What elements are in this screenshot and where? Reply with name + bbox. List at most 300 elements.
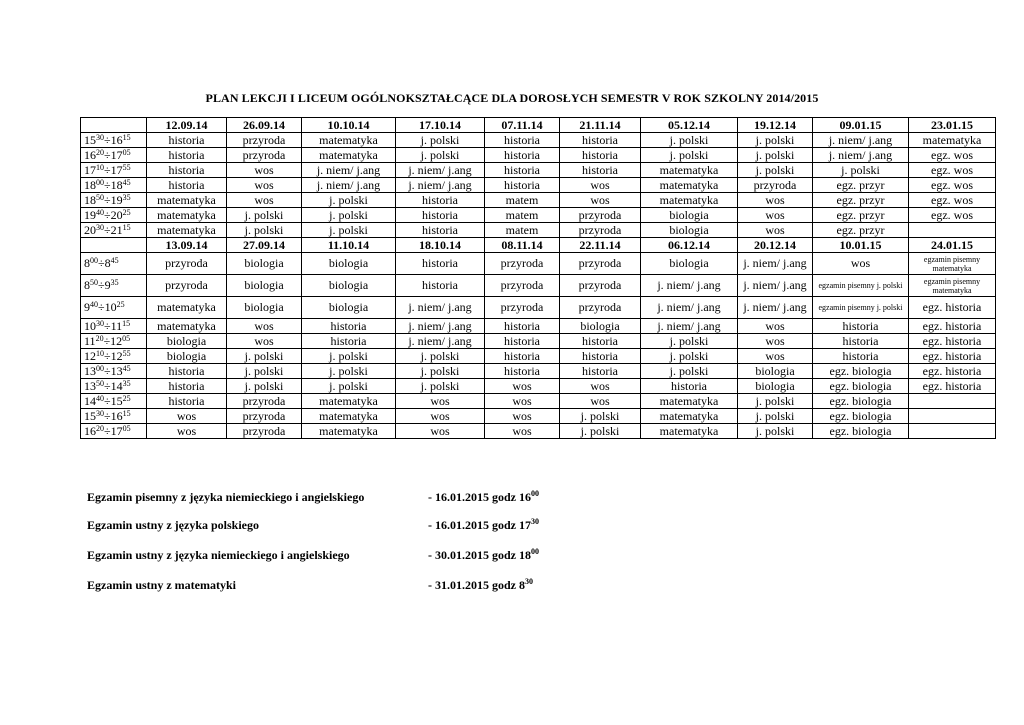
subject-cell: przyroda [227, 148, 302, 163]
time-slot [81, 364, 147, 379]
time-hour: 13 [110, 363, 123, 378]
time-separator: ÷ [104, 348, 111, 363]
subject-cell: historia [560, 349, 641, 364]
time-separator: ÷ [104, 222, 111, 237]
date-header: 19.12.14 [738, 118, 813, 133]
time-minutes: 05 [122, 333, 131, 343]
subject-cell: biologia [302, 275, 396, 297]
subject-cell: j. niem/ j.ang [396, 319, 485, 334]
date-header: 06.12.14 [641, 238, 738, 253]
subject-cell: j. polski [396, 349, 485, 364]
time-slot [81, 409, 147, 424]
corner-cell [81, 118, 147, 133]
subject-cell: biologia [738, 379, 813, 394]
time-minutes: 50 [96, 378, 104, 388]
date-header: 09.01.15 [813, 118, 909, 133]
subject-cell: j. polski [738, 148, 813, 163]
subject-cell: przyroda [227, 424, 302, 439]
table-row [81, 297, 996, 319]
table-row [81, 409, 996, 424]
exam-minutes: 30 [531, 517, 539, 526]
subject-cell: egz. przyr [813, 193, 909, 208]
time-hour: 20 [84, 222, 96, 237]
time-minutes: 40 [96, 393, 104, 403]
subject-cell: biologia [641, 253, 738, 275]
subject-cell: matematyka [302, 148, 396, 163]
corner-cell [81, 238, 147, 253]
date-header: 13.09.14 [147, 238, 227, 253]
time-slot [81, 394, 147, 409]
time-minutes: 45 [122, 177, 131, 187]
time-hour: 10 [104, 300, 117, 314]
time-hour: 10 [84, 318, 96, 333]
time-hour: 16 [84, 147, 96, 162]
time-hour: 16 [110, 408, 123, 423]
time-separator: ÷ [104, 393, 111, 408]
time-minutes: 15 [122, 408, 131, 418]
time-minutes: 45 [122, 363, 131, 373]
subject-cell: j. polski [560, 424, 641, 439]
date-header: 21.11.14 [560, 118, 641, 133]
time-minutes: 20 [95, 333, 104, 343]
time-hour: 11 [84, 333, 96, 348]
subject-cell: matematyka [302, 394, 396, 409]
subject-cell: biologia [738, 364, 813, 379]
subject-cell: j. polski [302, 193, 396, 208]
subject-cell: wos [147, 409, 227, 424]
time-minutes: 40 [90, 300, 98, 309]
subject-cell [909, 223, 996, 238]
subject-cell: historia [485, 364, 560, 379]
time-minutes: 35 [110, 278, 119, 287]
date-header: 26.09.14 [227, 118, 302, 133]
subject-cell: wos [227, 334, 302, 349]
subject-cell: przyroda [227, 409, 302, 424]
date-header: 27.09.14 [227, 238, 302, 253]
subject-cell: wos [485, 409, 560, 424]
time-hour: 12 [84, 348, 96, 363]
subject-cell: egzamin pisemny matematyka [909, 275, 996, 297]
subject-cell: wos [738, 334, 813, 349]
subject-cell: biologia [641, 208, 738, 223]
time-hour: 15 [110, 393, 123, 408]
table-row [81, 334, 996, 349]
subject-cell: przyroda [738, 178, 813, 193]
subject-cell: wos [396, 424, 485, 439]
time-minutes: 55 [122, 162, 131, 172]
subject-cell: egz. biologia [813, 364, 909, 379]
subject-cell: matematyka [147, 297, 227, 319]
time-separator: ÷ [98, 256, 105, 270]
subject-cell: egz. wos [909, 193, 996, 208]
subject-cell: egz. historia [909, 334, 996, 349]
table-row [81, 275, 996, 297]
subject-cell: historia [560, 364, 641, 379]
table-row [81, 193, 996, 208]
subject-cell: egz. biologia [813, 424, 909, 439]
time-minutes: 15 [122, 132, 131, 142]
subject-cell: przyroda [560, 253, 641, 275]
subject-cell: j. polski [738, 394, 813, 409]
time-hour: 18 [84, 192, 96, 207]
exam-date-time [428, 518, 539, 533]
subject-cell: wos [738, 319, 813, 334]
subject-cell: matematyka [302, 133, 396, 148]
time-separator: ÷ [104, 318, 111, 333]
date-header: 08.11.14 [485, 238, 560, 253]
subject-cell: j. niem/ j.ang [396, 334, 485, 349]
subject-cell: j. polski [738, 163, 813, 178]
subject-cell: j. polski [641, 334, 738, 349]
time-slot [81, 223, 147, 238]
subject-cell: j. polski [227, 349, 302, 364]
time-separator: ÷ [98, 300, 105, 314]
subject-cell: biologia [560, 319, 641, 334]
subject-cell: j. polski [302, 223, 396, 238]
time-slot [81, 148, 147, 163]
subject-cell: matematyka [641, 409, 738, 424]
subject-cell: j. polski [641, 349, 738, 364]
subject-cell: egz. historia [909, 379, 996, 394]
subject-cell: j. polski [227, 223, 302, 238]
exam-label: Egzamin ustny z języka polskiego [87, 518, 260, 532]
subject-cell: j. niem/ j.ang [738, 275, 813, 297]
subject-cell: matematyka [641, 424, 738, 439]
table-row [81, 349, 996, 364]
time-hour: 14 [84, 393, 96, 408]
exam-note [87, 490, 787, 506]
time-slot [81, 193, 147, 208]
subject-cell: wos [738, 193, 813, 208]
time-hour: 18 [110, 177, 123, 192]
time-slot [81, 319, 147, 334]
date-header: 10.01.15 [813, 238, 909, 253]
time-minutes: 35 [122, 378, 131, 388]
subject-cell: matematyka [302, 424, 396, 439]
time-minutes: 00 [90, 256, 98, 265]
subject-cell: historia [396, 223, 485, 238]
date-header: 22.11.14 [560, 238, 641, 253]
table-row [81, 319, 996, 334]
time-hour: 9 [84, 300, 90, 314]
time-hour: 9 [104, 278, 111, 292]
subject-cell: matem [485, 208, 560, 223]
date-header: 24.01.15 [909, 238, 996, 253]
exam-label: Egzamin ustny z języka niemieckiego i angielskiego [87, 548, 350, 562]
time-separator: ÷ [104, 408, 111, 423]
time-hour: 8 [84, 256, 90, 270]
subject-cell: historia [302, 319, 396, 334]
subject-cell: przyroda [560, 223, 641, 238]
date-header: 17.10.14 [396, 118, 485, 133]
time-hour: 13 [84, 378, 96, 393]
subject-cell: j. polski [396, 148, 485, 163]
subject-cell: j. polski [302, 208, 396, 223]
subject-cell: j. polski [302, 379, 396, 394]
subject-cell: matematyka [641, 394, 738, 409]
subject-cell: historia [485, 148, 560, 163]
subject-cell: wos [227, 163, 302, 178]
subject-cell: j. niem/ j.ang [813, 133, 909, 148]
subject-cell: wos [227, 319, 302, 334]
subject-cell: wos [813, 253, 909, 275]
subject-cell: egz. historia [909, 319, 996, 334]
subject-cell: wos [485, 379, 560, 394]
time-minutes: 55 [122, 348, 131, 358]
time-hour: 13 [84, 363, 96, 378]
subject-cell: historia [485, 163, 560, 178]
subject-cell: biologia [227, 275, 302, 297]
time-minutes: 35 [122, 192, 131, 202]
time-hour: 8 [84, 278, 90, 292]
subject-cell: wos [738, 223, 813, 238]
subject-cell: j. niem/ j.ang [641, 319, 738, 334]
time-minutes: 15 [122, 318, 131, 328]
subject-cell: j. niem/ j.ang [641, 275, 738, 297]
subject-cell: matematyka [147, 208, 227, 223]
subject-cell: przyroda [560, 208, 641, 223]
time-separator: ÷ [104, 132, 111, 147]
subject-cell: historia [813, 319, 909, 334]
time-separator: ÷ [104, 363, 111, 378]
subject-cell: przyroda [227, 133, 302, 148]
time-minutes: 00 [96, 177, 104, 187]
time-hour: 8 [104, 256, 111, 270]
page-title: PLAN LEKCJI I LICEUM OGÓLNOKSZTAŁCĄCE DLA DOROSŁYCH SEMESTR V ROK SZKOLNY 2014/2015 [205, 91, 819, 105]
subject-cell: matematyka [909, 133, 996, 148]
subject-cell: przyroda [560, 297, 641, 319]
time-minutes: 40 [96, 207, 104, 217]
subject-cell: j. polski [396, 364, 485, 379]
time-slot [81, 297, 147, 319]
time-hour: 17 [110, 423, 123, 438]
subject-cell: historia [147, 163, 227, 178]
subject-cell: j. niem/ j.ang [302, 163, 396, 178]
subject-cell: przyroda [227, 394, 302, 409]
time-minutes: 05 [122, 147, 131, 157]
subject-cell: egz. wos [909, 178, 996, 193]
exam-date-time [428, 490, 539, 505]
time-minutes: 30 [96, 222, 104, 232]
subject-cell: biologia [147, 349, 227, 364]
subject-cell: wos [227, 193, 302, 208]
time-separator: ÷ [104, 423, 111, 438]
subject-cell: j. niem/ j.ang [396, 178, 485, 193]
subject-cell: historia [485, 133, 560, 148]
date-header: 05.12.14 [641, 118, 738, 133]
subject-cell: historia [641, 379, 738, 394]
table-row [81, 148, 996, 163]
subject-cell: j. niem/ j.ang [396, 163, 485, 178]
table-row [81, 364, 996, 379]
subject-cell: historia [147, 133, 227, 148]
exam-minutes: 30 [525, 577, 533, 586]
subject-cell: biologia [147, 334, 227, 349]
table-row [81, 394, 996, 409]
subject-cell: j. polski [813, 163, 909, 178]
time-slot [81, 275, 147, 297]
subject-cell: egzamin pisemny matematyka [909, 253, 996, 275]
time-hour: 15 [84, 132, 96, 147]
subject-cell: j. niem/ j.ang [813, 148, 909, 163]
time-hour: 17 [110, 162, 123, 177]
subject-cell: j. niem/ j.ang [641, 297, 738, 319]
time-minutes: 50 [90, 278, 98, 287]
time-minutes: 10 [96, 162, 104, 172]
table-row [81, 208, 996, 223]
subject-cell: wos [485, 394, 560, 409]
date-header: 11.10.14 [302, 238, 396, 253]
time-hour: 15 [84, 408, 96, 423]
subject-cell: historia [147, 394, 227, 409]
subject-cell: egz. przyr [813, 208, 909, 223]
subject-cell: przyroda [147, 275, 227, 297]
subject-cell: wos [738, 208, 813, 223]
exam-date: - 16.01.2015 godz 17 [428, 518, 531, 532]
subject-cell: przyroda [485, 253, 560, 275]
subject-cell: wos [560, 178, 641, 193]
subject-cell: matematyka [641, 178, 738, 193]
time-hour: 16 [110, 132, 123, 147]
time-minutes: 20 [96, 423, 104, 433]
subject-cell: egz. historia [909, 364, 996, 379]
time-hour: 12 [110, 333, 123, 348]
table-row [81, 133, 996, 148]
subject-cell: matem [485, 193, 560, 208]
time-hour: 18 [84, 177, 96, 192]
subject-cell: wos [560, 193, 641, 208]
subject-cell: j. polski [641, 133, 738, 148]
time-slot [81, 163, 147, 178]
subject-cell: matematyka [147, 319, 227, 334]
subject-cell: egz. przyr [813, 223, 909, 238]
subject-cell: j. niem/ j.ang [302, 178, 396, 193]
time-minutes: 25 [116, 300, 125, 309]
time-hour: 14 [110, 378, 123, 393]
subject-cell: biologia [641, 223, 738, 238]
date-header: 12.09.14 [147, 118, 227, 133]
subject-cell: historia [147, 178, 227, 193]
time-hour: 20 [110, 207, 123, 222]
subject-cell: egz. wos [909, 148, 996, 163]
exam-date: - 16.01.2015 godz 16 [428, 490, 531, 504]
subject-cell [909, 409, 996, 424]
subject-cell: j. polski [560, 409, 641, 424]
subject-cell: historia [396, 208, 485, 223]
time-minutes: 25 [122, 207, 131, 217]
time-minutes: 10 [96, 348, 104, 358]
exam-date-time [428, 548, 539, 563]
time-slot [81, 133, 147, 148]
date-header: 10.10.14 [302, 118, 396, 133]
exam-date: - 30.01.2015 godz 18 [428, 548, 531, 562]
subject-cell: biologia [302, 297, 396, 319]
table-row [81, 178, 996, 193]
subject-cell: j. niem/ j.ang [396, 297, 485, 319]
schedule-table [80, 117, 996, 439]
time-slot [81, 349, 147, 364]
time-separator: ÷ [104, 378, 111, 393]
subject-cell: j. polski [396, 379, 485, 394]
subject-cell: j. niem/ j.ang [738, 253, 813, 275]
time-separator: ÷ [98, 278, 105, 292]
exam-note [87, 578, 787, 594]
subject-cell: historia [485, 319, 560, 334]
exam-label: Egzamin pisemny z języka niemieckiego i angielskiego [87, 490, 365, 504]
subject-cell: wos [738, 349, 813, 364]
subject-cell: przyroda [147, 253, 227, 275]
exam-label: Egzamin ustny z matematyki [87, 578, 236, 592]
subject-cell: j. polski [738, 409, 813, 424]
subject-cell: historia [560, 133, 641, 148]
subject-cell: j. polski [227, 364, 302, 379]
time-minutes: 20 [96, 147, 104, 157]
subject-cell: historia [485, 349, 560, 364]
subject-cell: j. polski [302, 349, 396, 364]
time-hour: 11 [110, 318, 123, 333]
time-hour: 21 [110, 222, 123, 237]
subject-cell: historia [813, 334, 909, 349]
time-separator: ÷ [104, 162, 111, 177]
subject-cell: matematyka [302, 409, 396, 424]
subject-cell: j. polski [738, 424, 813, 439]
exam-note [87, 518, 787, 534]
subject-cell: wos [560, 394, 641, 409]
time-minutes: 45 [110, 256, 119, 265]
time-hour: 12 [110, 348, 123, 363]
exam-note [87, 548, 787, 564]
subject-cell: matematyka [147, 193, 227, 208]
subject-cell: matematyka [641, 163, 738, 178]
time-hour: 19 [84, 207, 96, 222]
time-separator: ÷ [104, 192, 111, 207]
exam-minutes: 00 [531, 489, 539, 498]
subject-cell: historia [560, 163, 641, 178]
subject-cell: egz. wos [909, 163, 996, 178]
subject-cell: wos [560, 379, 641, 394]
subject-cell: wos [485, 424, 560, 439]
date-header: 07.11.14 [485, 118, 560, 133]
subject-cell: j. polski [396, 133, 485, 148]
exam-date-time [428, 578, 533, 593]
subject-cell: j. polski [641, 148, 738, 163]
time-minutes: 50 [96, 192, 104, 202]
subject-cell: biologia [302, 253, 396, 275]
date-header: 18.10.14 [396, 238, 485, 253]
subject-cell: historia [560, 334, 641, 349]
subject-cell: historia [147, 379, 227, 394]
subject-cell: egz. wos [909, 208, 996, 223]
subject-cell: j. polski [641, 364, 738, 379]
table-row [81, 163, 996, 178]
subject-cell [909, 394, 996, 409]
subject-cell: egz. biologia [813, 409, 909, 424]
subject-cell: historia [813, 349, 909, 364]
subject-cell: historia [147, 148, 227, 163]
subject-cell: egzamin pisemny j. polski [813, 297, 909, 319]
subject-cell: historia [147, 364, 227, 379]
subject-cell: egz. historia [909, 349, 996, 364]
subject-cell: egz. przyr [813, 178, 909, 193]
subject-cell: matematyka [147, 223, 227, 238]
time-separator: ÷ [104, 177, 111, 192]
date-header: 20.12.14 [738, 238, 813, 253]
subject-cell: matem [485, 223, 560, 238]
subject-cell [909, 424, 996, 439]
subject-cell: historia [396, 193, 485, 208]
subject-cell: j. polski [227, 379, 302, 394]
time-slot [81, 424, 147, 439]
